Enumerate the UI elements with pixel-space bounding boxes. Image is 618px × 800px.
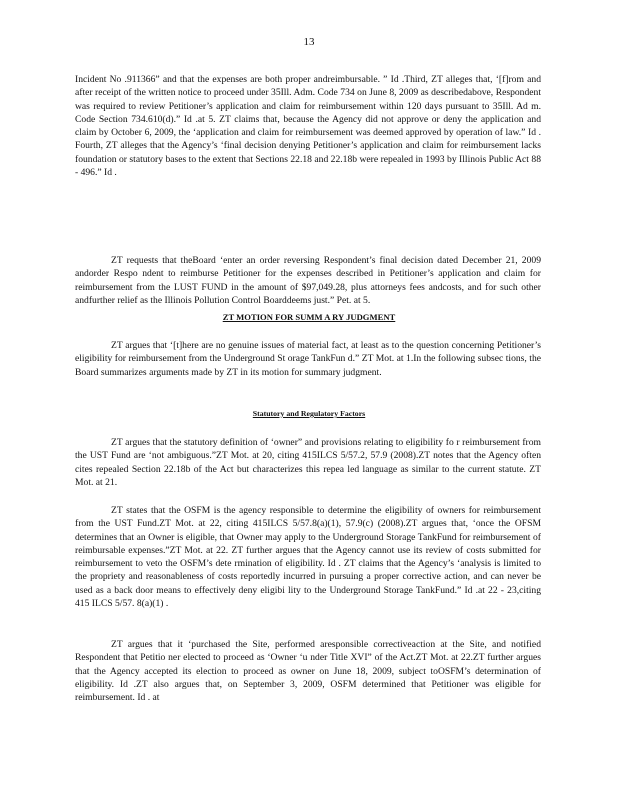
paragraph-statutory-definition: ZT argues that the statutory definition of ‘owner” and provisions relating to eligibility fo r reimbursement from the UST Fund are ‘not ambiguous.”ZT Mot. at 20, citing 415ILCS 5/57.2, 57.9 (2008).ZT notes that the Agency often cites repealed Section 22.18b of the Act but characterizes this repea led language as similar to the current statute. ZT Mot. at 21. [75,437,541,488]
paragraph-no-genuine-issues: ZT argues that ‘[t]here are no genuine issues of material fact, at least as to the question concerning Petitioner’s eligibility for reimbursement from the Underground St orage TankFun d.” ZT Mot. at 1.In the following subsec tions, the Board summarizes arguments made by ZT in its motion for summary judgment. [75,340,541,378]
paragraph-allegations: Incident No .911366” and that the expenses are both proper andreimbursable. ” Id .Third, ZT alleges that, ‘[f]rom and after receipt of the written notice to proceed under 35Ill. Adm. Code 734 on June 8, 2009 as describedabove, Respondent was required to review Petitioner’s application and claim for reimbursement within 120 days pursuant to 35Ill. Ad m. Code Section 734.610(d).” Id .at 5. ZT claims that, because the Agency did not approve or deny the application and claim by October 6, 2009, the ‘application and claim for reimbursement was deemed approved by operation of law.” Id . Fourth, ZT alleges that the Agency’s ‘final decision denying Petitioner’s application and claim for reimbursement lacks foundation or statutory bases to the extent that Sections 22.18 and 22.18b were repealed in 1993 by Illinois Public Act 88 - 496.” Id . [75,74,541,179]
paragraph-osfm-responsible: ZT states that the OSFM is the agency responsible to determine the eligibility of owners for reimbursement from the UST Fund.ZT Mot. at 22, citing 415ILCS 5/57.8(a)(1), 57.9(c) (2008).ZT argues that, ‘once the OFSM determines that an Owner is eligible, that Owner may apply to the Underground Storage TankFund for reimbursement of reimbursable expenses.”ZT Mot. at 22. ZT further argues that the Agency cannot use its review of costs submitted for reimbursement to veto the OSFM’s dete rmination of eligibility. Id . ZT claims that the Agency’s ‘analysis is limited to the propriety and reasonableness of costs reportedly incurred in pursuing a proper corrective action, and can never be used as a back door means to effectively deny eligibi lity to the Underground Storage TankFund.” Id .at 22 - 23,citing 415 ILCS 5/57. 8(a)(1) . [75,505,541,610]
paragraph-requests: ZT requests that theBoard ‘enter an order reversing Respondent’s final decision dated December 21, 2009 andorder Respo ndent to reimburse Petitioner for the expenses described in Petitioner’s application and claim for reimbursement from the LUST FUND in the amount of $97,049.28, plus attorneys fees andcosts, and for such other andfurther relief as the Illinois Pollution Control Boarddeems just.” Pet. at 5. [75,255,541,306]
section-heading-motion [0,312,618,322]
paragraph-purchased-site: ZT argues that it ‘purchased the Site, performed aresponsible correctiveaction at the Site, and notified Respondent that Petitio ner elected to proceed as ‘Owner ‘u nder Title XVI” of the Act.ZT Mot. at 22.ZT further argues that the Agency accepted its election to proceed as owner on June 18, 2009, subject toOSFM’s determination of eligibility. Id .ZT also argues that, on September 3, 2009, OSFM determined that Petitioner was eligible for reimbursement. Id . at [75,639,541,704]
subsection-heading-statutory-text: Statutory and Regulatory Factors [252,409,366,418]
subsection-heading-statutory [0,409,618,418]
page-number: 13 [303,36,315,48]
section-heading-motion-text: ZT MOTION FOR SUMM A RY JUDGMENT [222,312,396,322]
